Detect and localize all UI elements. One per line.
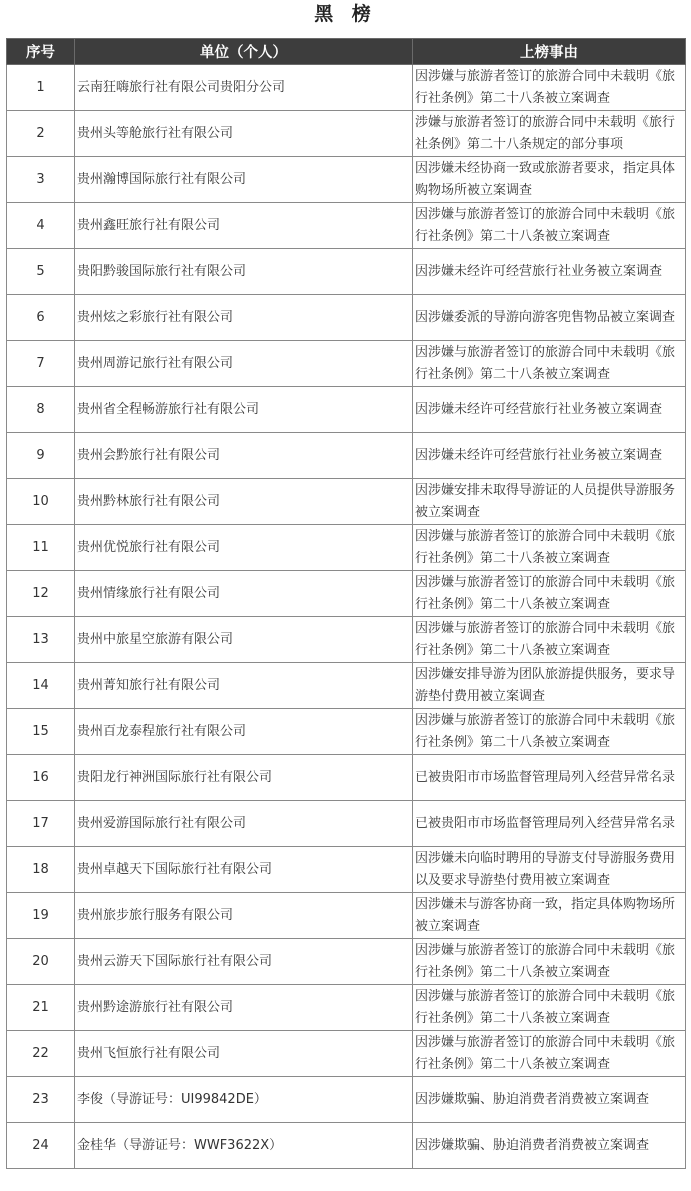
- blacklist-table: [6, 38, 686, 1169]
- row-number: 3: [7, 157, 75, 203]
- table-row: [7, 157, 686, 203]
- header-serial-number: 序号: [7, 39, 75, 65]
- table-row: [7, 801, 686, 847]
- row-number: 16: [7, 755, 75, 801]
- row-reason: 因涉嫌未与游客协商一致，指定具体购物场所被立案调查: [413, 893, 686, 939]
- row-number: 4: [7, 203, 75, 249]
- row-number: 13: [7, 617, 75, 663]
- page-title: 黑 榜: [314, 3, 377, 25]
- table-row: [7, 203, 686, 249]
- row-unit: 贵阳龙行神洲国际旅行社有限公司: [75, 755, 413, 801]
- row-unit: 贵州旅步旅行服务有限公司: [75, 893, 413, 939]
- row-number: 9: [7, 433, 75, 479]
- row-unit: 贵州鑫旺旅行社有限公司: [75, 203, 413, 249]
- row-unit: 贵州瀚博国际旅行社有限公司: [75, 157, 413, 203]
- row-number: 23: [7, 1077, 75, 1123]
- table-row: [7, 1123, 686, 1169]
- table-row: [7, 893, 686, 939]
- row-unit: 金桂华（导游证号：WWF3622X）: [75, 1123, 413, 1169]
- row-unit: 贵州爱游国际旅行社有限公司: [75, 801, 413, 847]
- table-row: [7, 295, 686, 341]
- table-row: [7, 525, 686, 571]
- row-reason: 因涉嫌与旅游者签订的旅游合同中未载明《旅行社条例》第二十八条被立案调查: [413, 617, 686, 663]
- row-unit: 贵州飞恒旅行社有限公司: [75, 1031, 413, 1077]
- row-reason: 因涉嫌与旅游者签订的旅游合同中未载明《旅行社条例》第二十八条被立案调查: [413, 571, 686, 617]
- row-number: 8: [7, 387, 75, 433]
- row-reason: 因涉嫌委派的导游向游客兜售物品被立案调查: [413, 295, 686, 341]
- row-number: 11: [7, 525, 75, 571]
- table-row: [7, 939, 686, 985]
- row-number: 21: [7, 985, 75, 1031]
- row-reason: 因涉嫌欺骗、胁迫消费者消费被立案调查: [413, 1077, 686, 1123]
- table-row: [7, 847, 686, 893]
- row-number: 5: [7, 249, 75, 295]
- row-unit: 贵州会黔旅行社有限公司: [75, 433, 413, 479]
- row-reason: 因涉嫌与旅游者签订的旅游合同中未载明《旅行社条例》第二十八条被立案调查: [413, 65, 686, 111]
- table-row: [7, 571, 686, 617]
- row-reason: 因涉嫌与旅游者签订的旅游合同中未载明《旅行社条例》第二十八条被立案调查: [413, 1031, 686, 1077]
- header-unit: 单位（个人）: [75, 39, 413, 65]
- row-unit: 贵州百龙泰程旅行社有限公司: [75, 709, 413, 755]
- row-number: 10: [7, 479, 75, 525]
- row-unit: 贵州炫之彩旅行社有限公司: [75, 295, 413, 341]
- table-row: [7, 663, 686, 709]
- row-reason: 因涉嫌与旅游者签订的旅游合同中未载明《旅行社条例》第二十八条被立案调查: [413, 525, 686, 571]
- row-reason: 因涉嫌与旅游者签订的旅游合同中未载明《旅行社条例》第二十八条被立案调查: [413, 985, 686, 1031]
- row-reason: 因涉嫌与旅游者签订的旅游合同中未载明《旅行社条例》第二十八条被立案调查: [413, 203, 686, 249]
- row-reason: 已被贵阳市市场监督管理局列入经营异常名录: [413, 801, 686, 847]
- row-number: 18: [7, 847, 75, 893]
- table-row: [7, 755, 686, 801]
- row-number: 6: [7, 295, 75, 341]
- table-row: [7, 111, 686, 157]
- row-unit: 贵州周游记旅行社有限公司: [75, 341, 413, 387]
- row-reason: 因涉嫌未经协商一致或旅游者要求，指定具体购物场所被立案调查: [413, 157, 686, 203]
- header-reason: 上榜事由: [413, 39, 686, 65]
- table-row: [7, 617, 686, 663]
- row-number: 2: [7, 111, 75, 157]
- table-row: [7, 249, 686, 295]
- row-number: 19: [7, 893, 75, 939]
- row-reason: 因涉嫌欺骗、胁迫消费者消费被立案调查: [413, 1123, 686, 1169]
- row-reason: 因涉嫌未向临时聘用的导游支付导游服务费用以及要求导游垫付费用被立案调查: [413, 847, 686, 893]
- row-number: 14: [7, 663, 75, 709]
- row-reason: 涉嫌与旅游者签订的旅游合同中未载明《旅行社条例》第二十八条规定的部分事项: [413, 111, 686, 157]
- row-number: 22: [7, 1031, 75, 1077]
- row-unit: 贵阳黔骏国际旅行社有限公司: [75, 249, 413, 295]
- row-number: 20: [7, 939, 75, 985]
- table-row: [7, 985, 686, 1031]
- row-reason: 已被贵阳市市场监督管理局列入经营异常名录: [413, 755, 686, 801]
- row-unit: 贵州中旅星空旅游有限公司: [75, 617, 413, 663]
- row-unit: 贵州菁知旅行社有限公司: [75, 663, 413, 709]
- row-unit: 贵州云游天下国际旅行社有限公司: [75, 939, 413, 985]
- row-reason: 因涉嫌与旅游者签订的旅游合同中未载明《旅行社条例》第二十八条被立案调查: [413, 341, 686, 387]
- table-row: [7, 479, 686, 525]
- row-unit: 贵州省全程畅游旅行社有限公司: [75, 387, 413, 433]
- row-unit: 贵州头等舱旅行社有限公司: [75, 111, 413, 157]
- row-reason: 因涉嫌与旅游者签订的旅游合同中未载明《旅行社条例》第二十八条被立案调查: [413, 709, 686, 755]
- table-row: [7, 1031, 686, 1077]
- row-number: 12: [7, 571, 75, 617]
- row-number: 1: [7, 65, 75, 111]
- row-unit: 贵州卓越天下国际旅行社有限公司: [75, 847, 413, 893]
- row-number: 24: [7, 1123, 75, 1169]
- row-unit: 贵州情缘旅行社有限公司: [75, 571, 413, 617]
- row-unit: 云南狂嗨旅行社有限公司贵阳分公司: [75, 65, 413, 111]
- table-row: [7, 1077, 686, 1123]
- row-number: 15: [7, 709, 75, 755]
- row-reason: 因涉嫌安排导游为团队旅游提供服务，要求导游垫付费用被立案调查: [413, 663, 686, 709]
- row-reason: 因涉嫌未经许可经营旅行社业务被立案调查: [413, 249, 686, 295]
- row-number: 17: [7, 801, 75, 847]
- table-row: [7, 433, 686, 479]
- table-row: [7, 709, 686, 755]
- row-unit: 李俊（导游证号：UI99842DE）: [75, 1077, 413, 1123]
- table-row: [7, 387, 686, 433]
- row-unit: 贵州黔途游旅行社有限公司: [75, 985, 413, 1031]
- table-row: [7, 341, 686, 387]
- row-reason: 因涉嫌未经许可经营旅行社业务被立案调查: [413, 387, 686, 433]
- row-number: 7: [7, 341, 75, 387]
- table-header-row: [7, 39, 686, 65]
- row-reason: 因涉嫌安排未取得导游证的人员提供导游服务被立案调查: [413, 479, 686, 525]
- row-reason: 因涉嫌未经许可经营旅行社业务被立案调查: [413, 433, 686, 479]
- row-unit: 贵州黔林旅行社有限公司: [75, 479, 413, 525]
- row-unit: 贵州优悦旅行社有限公司: [75, 525, 413, 571]
- table-row: [7, 65, 686, 111]
- row-reason: 因涉嫌与旅游者签订的旅游合同中未载明《旅行社条例》第二十八条被立案调查: [413, 939, 686, 985]
